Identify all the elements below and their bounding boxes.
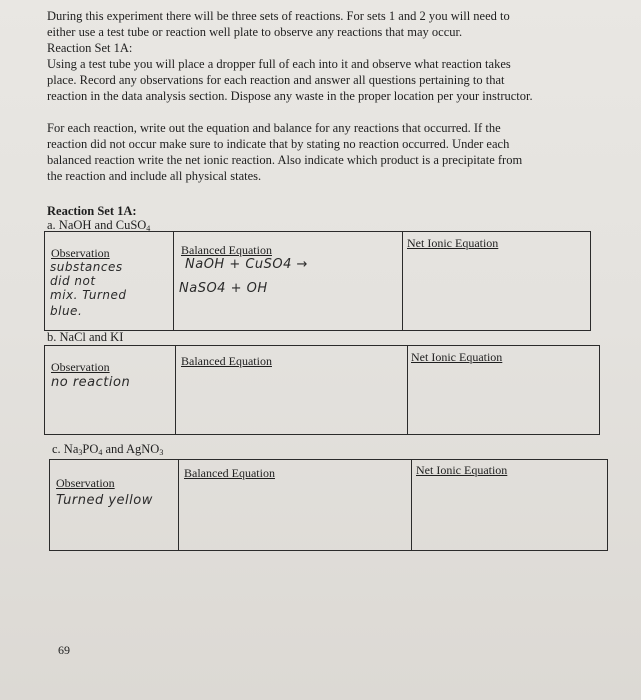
reaction-b-table	[44, 345, 600, 435]
balanced-equation-header: Balanced Equation	[181, 354, 272, 368]
balanced-equation-header: Balanced Equation	[184, 466, 275, 480]
page-number: 69	[58, 643, 70, 657]
intro-paragraph-2: For each reaction, write out the equation and balance for any reactions that occurred. If the reaction did not occur make sure to indicate that by stating no reaction occurred. Under each balanced reaction write the net ionic reaction. Also indicate which product is a precipitate from the reaction and include all physical states.	[47, 121, 523, 183]
reaction-c-table	[49, 459, 608, 551]
observation-handwriting-line-4: blue.	[50, 304, 83, 318]
section-title: Reaction Set 1A:	[47, 204, 137, 218]
net-ionic-header: Net Ionic Equation	[411, 350, 503, 364]
reaction-a-label: a. NaOH and CuSO$_4$	[47, 218, 151, 233]
reaction-c-label: c. $Na_3PO_4$ and AgNO$_3$	[52, 442, 164, 457]
balanced-equation-header: Balanced Equation	[181, 243, 272, 257]
reaction-b-label: b. NaCl and KI	[47, 330, 124, 344]
intro-line-1: During this experiment there will be three sets of reactions. For sets 1 and 2 you will need to	[47, 9, 510, 23]
observation-handwriting-line-1: substances	[50, 260, 123, 274]
observation-handwriting-line-2: did not	[50, 274, 96, 288]
net-ionic-header: Net Ionic Equation	[416, 463, 508, 477]
net-ionic-header: Net Ionic Equation	[407, 236, 499, 250]
intro-paragraph-1: Using a test tube you will place a dropper full of each into it and observe what reaction takes place. Record any observations for each reaction and answer all questions pertaining to that reaction in the data analysis section. Dispose any waste in the proper location per your instructor.	[47, 57, 533, 103]
observation-handwriting: Turned yellow	[56, 493, 153, 508]
balanced-handwriting-line-2: NaSO4 + OH	[179, 281, 268, 296]
observation-header: Observation	[51, 246, 110, 260]
observation-header: Observation	[56, 476, 115, 490]
observation-handwriting-line-3: mix. Turned	[50, 288, 127, 302]
observation-header: Observation	[51, 360, 110, 374]
observation-handwriting: no reaction	[51, 375, 131, 390]
intro-heading: Reaction Set 1A:	[47, 41, 133, 55]
balanced-handwriting-line-1: NaOH + CuSO4 →	[185, 257, 308, 272]
intro-line-2: either use a test tube or reaction well plate to observe any reactions that may occur.	[47, 25, 463, 39]
reaction-a-table	[44, 231, 591, 331]
